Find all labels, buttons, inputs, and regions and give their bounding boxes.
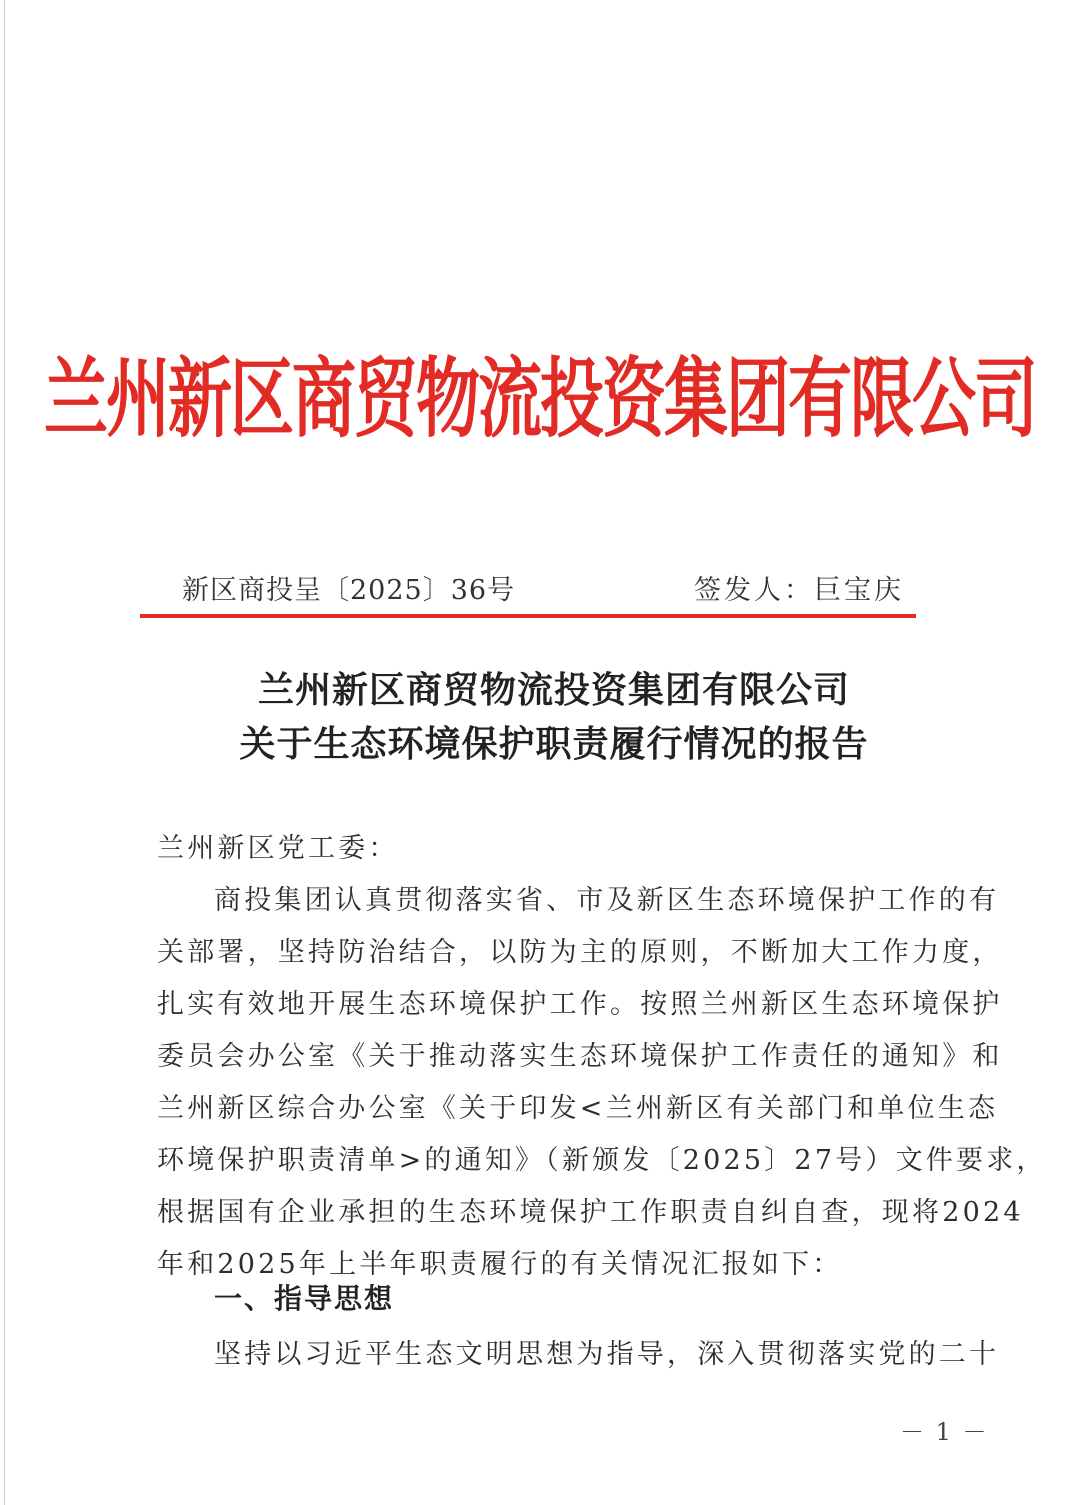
paragraph-line: 坚持以习近平生态文明思想为指导，深入贯彻落实党的二十: [214, 1339, 1000, 1370]
red-letterhead: 兰州新区商贸物流投资集团有限公司: [44, 350, 1036, 450]
paragraph-line: 扎实有效地开展生态环境保护工作。按照兰州新区生态环境保护: [157, 989, 1003, 1020]
paragraph-line: 商投集团认真贯彻落实省、市及新区生态环境保护工作的有: [214, 885, 1000, 916]
paragraph-line: 年和2025年上半年职责履行的有关情况汇报如下：: [157, 1249, 843, 1280]
paragraph-line: 关部署，坚持防治结合，以防为主的原则，不断加大工作力度，: [157, 937, 1003, 968]
document-number: 新区商投呈〔2025〕36号: [182, 575, 516, 606]
signer: 签发人：巨宝庆: [694, 575, 904, 606]
paragraph-line: 根据国有企业承担的生态环境保护工作职责自纠自查，现将2024: [157, 1197, 1024, 1228]
document-title-line-1: 兰州新区商贸物流投资集团有限公司: [257, 670, 850, 711]
red-divider: [140, 614, 916, 618]
paragraph-line: 委员会办公室《关于推动落实生态环境保护工作责任的通知》和: [157, 1041, 1003, 1072]
salutation: 兰州新区党工委：: [157, 833, 399, 864]
page-edge-line: [4, 0, 5, 1505]
paragraph-line: 环境保护职责清单>的通知》（新颁发〔2025〕27号）文件要求，: [157, 1145, 1047, 1176]
section-heading-1: 一、指导思想: [214, 1282, 395, 1315]
document-title-line-2: 关于生态环境保护职责履行情况的报告: [239, 724, 869, 765]
page-number: － 1 －: [900, 1418, 989, 1446]
paragraph-line: 兰州新区综合办公室《关于印发<兰州新区有关部门和单位生态: [157, 1093, 999, 1124]
